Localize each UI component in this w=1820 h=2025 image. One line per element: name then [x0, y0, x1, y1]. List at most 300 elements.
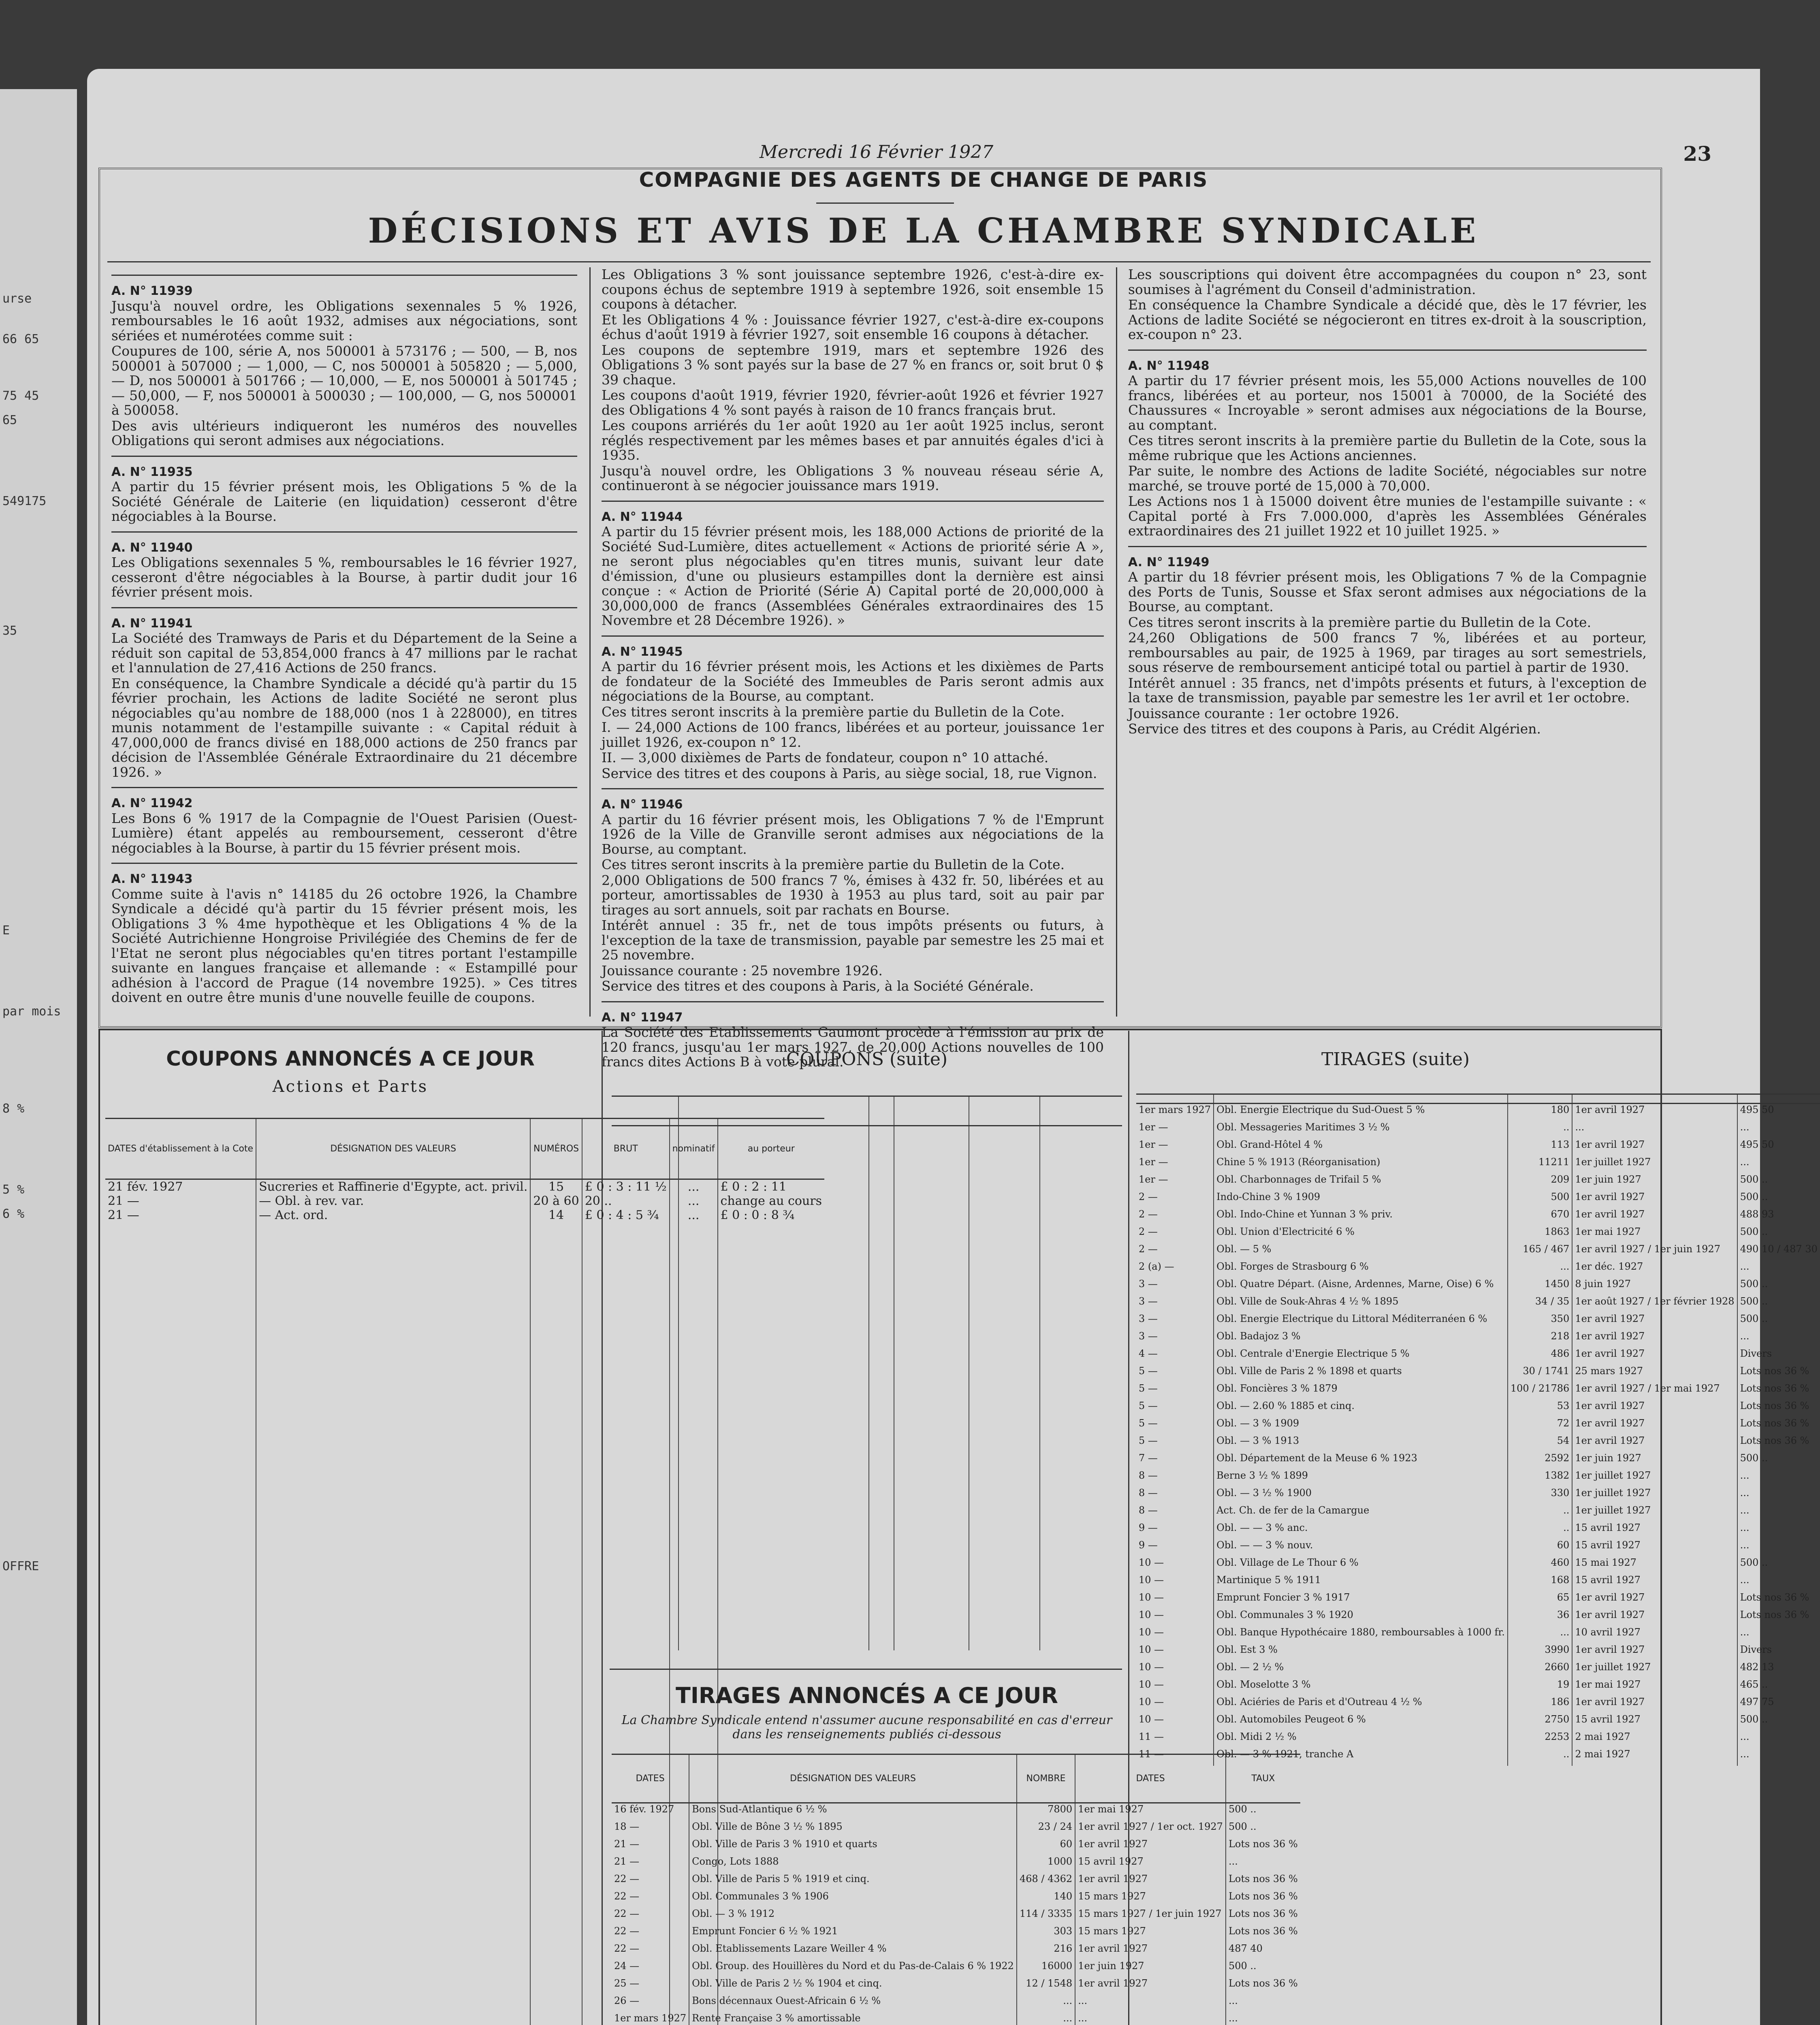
avis-paragraph: A partir du 15 février présent mois, les Obligations 5 % de la Société Générale de Laiterie (en liquidation) cesseront d'être négociables à la Bourse.	[111, 479, 577, 524]
table-cell: 1er avril 1927	[1075, 1978, 1226, 1995]
page-header	[87, 142, 1760, 166]
table-cell: 1er juin 1927	[1075, 1960, 1226, 1978]
table-cell: 25 —	[614, 1978, 640, 1989]
avis-paragraph: Jusqu'à nouvel ordre, les Obligations 3 % nouveau réseau série A, continueront à se négocier jouissance mars 1919.	[602, 463, 1104, 493]
table-cell: Lots nos 36 %	[1737, 1592, 1820, 1609]
table-cell: Obl. Département de la Meuse 6 % 1923	[1214, 1452, 1508, 1470]
table-cell: Obl. — 3 % 1913	[1214, 1435, 1508, 1452]
table-cell: 303	[1017, 1925, 1075, 1943]
table-cell: Obl. Indo-Chine et Yunnan 3 % priv.	[1214, 1209, 1508, 1226]
table-cell: 1er avril 1927	[1572, 1609, 1737, 1626]
strip-text: 549175	[2, 494, 47, 508]
table-cell: 2750	[1508, 1714, 1572, 1731]
table-cell: Lots nos 36 %	[1737, 1609, 1820, 1626]
avis-number: A. N° 11939	[111, 284, 193, 298]
avis-paragraph: La Société des Etablissements Gaumont procède à l'émission au prix de 120 francs, jusqu'au 1er mars 1927, de 20,000 Actions nouvelles de 100 francs dites Actions B à vote plural.	[602, 1024, 1104, 1070]
table-cell: 10 —	[1139, 1679, 1164, 1690]
table-cell: 10 —	[1139, 1714, 1164, 1725]
col-header: DATES	[1075, 1754, 1226, 1803]
avis-paragraph: Par suite, le nombre des Actions de ladite Société, négociables sur notre marché, se trouve porté de 15,000 à 70,000.	[1128, 463, 1647, 494]
table-cell: Lots nos 36 %	[1226, 1891, 1300, 1908]
table-row	[1136, 1139, 1820, 1156]
table-cell: 5 —	[1139, 1400, 1158, 1411]
table-cell: 3990	[1508, 1644, 1572, 1661]
avis-paragraph: Coupures de 100, série A, nos 500001 à 573176 ; — 500, — B, nos 500001 à 507000 ; — 1,000, — C, nos 500001 à 505820 ; — 5,000, — D, nos 500001 à 501766 ; — 10,000, — E, nos 500001 à 501745 ; — 50,000, — F, nos 500001 à 500030 ; — 100,000, — G, nos 500001 à 500058.	[111, 343, 577, 418]
table-cell: 1er mai 1927	[1075, 1803, 1226, 1821]
table-row	[1136, 1609, 1820, 1626]
avis-paragraph: Jouissance courante : 25 novembre 1926.	[602, 962, 883, 978]
table-cell: 500 ..	[1737, 1714, 1820, 1731]
table-cell: £ 0 : 0 : 8 ¾	[718, 1208, 825, 1222]
table-row	[612, 1960, 1300, 1978]
table-cell: Obl. Centrale d'Energie Electrique 5 %	[1214, 1348, 1508, 1365]
table-cell: 2592	[1508, 1452, 1572, 1470]
table-cell: Obl. — 3 % 1912	[689, 1908, 1017, 1925]
table-row	[612, 1891, 1300, 1908]
strip-text: 66 65	[2, 332, 39, 346]
table-cell: ...	[1737, 1626, 1820, 1644]
adjacent-page-strip	[0, 89, 77, 2025]
table-cell: 500	[1508, 1191, 1572, 1209]
table-cell: Lots nos 36 %	[1226, 1978, 1300, 1995]
avis-paragraph: Jusqu'à nouvel ordre, les Obligations sexennales 5 % 1926, remboursables le 16 août 1932, admises aux négociations, sont sériées et numérotées comme suit :	[111, 298, 577, 343]
table-cell: Sucreries et Raffinerie d'Egypte, act. privil.	[256, 1179, 530, 1194]
table-cell: — Act. ord.	[256, 1208, 530, 1222]
table-cell: 15 mai 1927	[1572, 1557, 1737, 1574]
avis-number: A. N° 11947	[602, 1010, 683, 1025]
table-cell: 2 mai 1927	[1572, 1748, 1737, 1766]
table-cell: 10 —	[1139, 1592, 1164, 1603]
table-cell: Obl. Ville de Paris 2 ½ % 1904 et cinq.	[689, 1978, 1017, 1995]
table-cell: 500 ..	[1737, 1452, 1820, 1470]
coupons-suite-title: COUPONS (suite)	[786, 1049, 948, 1070]
table-row	[1136, 1174, 1820, 1191]
table-cell: 9 —	[1139, 1539, 1158, 1551]
table-cell: ...	[670, 1194, 718, 1208]
table-cell: 3 —	[1139, 1278, 1158, 1290]
table-row	[1136, 1296, 1820, 1313]
table-cell: 20 à 60	[530, 1194, 582, 1208]
table-cell: Obl. Aciéries de Paris et d'Outreau 4 ½ %	[1214, 1696, 1508, 1714]
table-cell: ...	[1075, 2012, 1226, 2025]
table-row	[1136, 1626, 1820, 1644]
table-cell: ...	[1226, 1856, 1300, 1873]
table-cell: Obl. Est 3 %	[1214, 1644, 1508, 1661]
avis-paragraph: Service des titres et des coupons à Paris, à la Société Générale.	[602, 978, 1034, 994]
table-cell: ..	[1508, 1121, 1572, 1139]
avis-paragraph: A partir du 15 février présent mois, les 188,000 Actions de priorité de la Société Sud-Lumière, dites actuellement « Actions de priorité série A », ne seront plus négociables qu'en titres munis, suivant leur date d'émission, d'une ou plusieurs estampilles dont la dernière est ainsi conçue : « Action de Priorité (Série A) Capital porté de 20,000,000 à 30,000,000 de francs (Assemblées Générales extraordinaires des 15 Novembre et 28 Décembre 1926). »	[602, 524, 1104, 628]
table-row	[1136, 1365, 1820, 1383]
table-cell: 72	[1508, 1418, 1572, 1435]
avis-paragraph: A partir du 16 février présent mois, les Actions et les dixièmes de Parts de fondateur de la Société des Immeubles de Paris seront admis aux négociations de la Bourse, au comptant.	[602, 659, 1104, 704]
table-cell: ..	[1508, 1748, 1572, 1766]
table-cell: 1er mai 1927	[1572, 1226, 1737, 1243]
avis-paragraph: A partir du 18 février présent mois, les Obligations 7 % de la Compagnie des Ports de Tunis, Sousse et Sfax seront admises aux négociations de la Bourse, au comptant.	[1128, 569, 1647, 614]
table-cell: 60	[1508, 1539, 1572, 1557]
strip-text: 8 %	[2, 1102, 25, 1116]
table-cell: Congo, Lots 1888	[689, 1856, 1017, 1873]
table-cell: 15 mars 1927 / 1er juin 1927	[1075, 1908, 1226, 1925]
table-cell: 26 —	[614, 1995, 640, 2006]
avis-separator	[602, 788, 1104, 789]
table-cell: 60	[1017, 1838, 1075, 1856]
table-cell: 1er juin 1927	[1572, 1452, 1737, 1470]
table-cell: 10 —	[1139, 1574, 1164, 1586]
table-cell: Obl. Communales 3 % 1920	[1214, 1609, 1508, 1626]
table-cell: Obl. — 3 % 1921, tranche A	[1214, 1748, 1508, 1766]
table-row	[1136, 1574, 1820, 1592]
avis-number: A. N° 11940	[111, 540, 193, 555]
table-cell: 186	[1508, 1696, 1572, 1714]
avis-number: A. N° 11944	[602, 509, 683, 524]
table-cell: Lots nos 36 %	[1737, 1365, 1820, 1383]
table-cell: 500 ..	[1737, 1226, 1820, 1243]
table-cell: 1er avril 1927	[1572, 1400, 1737, 1418]
table-cell: £ 0 : 4 : 5 ¾	[582, 1208, 670, 1222]
table-cell: Obl. Etablissements Lazare Weiller 4 %	[689, 1943, 1017, 1960]
table-cell: Obl. Village de Le Thour 6 %	[1214, 1557, 1508, 1574]
table-cell: 19	[1508, 1679, 1572, 1696]
table-cell: 22 —	[614, 1943, 640, 1954]
strip-text: 35	[2, 624, 17, 638]
table-cell: ...	[1508, 1626, 1572, 1644]
tirages-title: TIRAGES ANNONCÉS A CE JOUR	[675, 1683, 1058, 1708]
table-cell: 1er avril 1927	[1572, 1644, 1737, 1661]
avis-separator	[111, 863, 577, 864]
table-cell: Obl. Group. des Houillères du Nord et du Pas-de-Calais 6 % 1922	[689, 1960, 1017, 1978]
table-cell: 11211	[1508, 1156, 1572, 1174]
table-cell: 1er —	[1139, 1139, 1168, 1150]
table-cell: ...	[1737, 1330, 1820, 1348]
table-cell: 1er juillet 1927	[1572, 1470, 1737, 1487]
table-cell: 21 —	[108, 1194, 139, 1208]
table-cell: 495 50	[1737, 1104, 1820, 1122]
table-cell: ...	[1737, 1522, 1820, 1539]
table-cell: Obl. Union d'Electricité 6 %	[1214, 1226, 1508, 1243]
avis-number: A. N° 11935	[111, 465, 193, 479]
table-cell: 2 —	[1139, 1226, 1158, 1237]
avis-separator	[602, 635, 1104, 637]
table-cell: 11 —	[1139, 1748, 1164, 1760]
table-row	[1136, 1400, 1820, 1418]
table-row	[1136, 1452, 1820, 1470]
table-cell: ...	[1737, 1731, 1820, 1748]
table-cell: 53	[1508, 1400, 1572, 1418]
table-cell: 15	[530, 1179, 582, 1194]
strip-text: 5 %	[2, 1183, 25, 1197]
col-header: DATES d'établissement à la Cote	[105, 1119, 256, 1179]
avis-paragraph: Des avis ultérieurs indiqueront les numéros des nouvelles Obligations qui seront admises aux négociations.	[111, 418, 577, 448]
table-cell: Divers	[1737, 1644, 1820, 1661]
avis-separator	[111, 531, 577, 533]
table-cell: 21 —	[614, 1856, 640, 1867]
table-cell: Obl. Ville de Paris 3 % 1910 et quarts	[689, 1838, 1017, 1856]
table-row	[1136, 1418, 1820, 1435]
table-cell: 1er août 1927 / 1er février 1928	[1572, 1296, 1737, 1313]
table-cell: Obl. Foncières 3 % 1879	[1214, 1383, 1508, 1400]
avis-number: A. N° 11941	[111, 616, 193, 631]
avis-paragraph: Les coupons d'août 1919, février 1920, février-août 1926 et février 1927 des Obligations 4 % sont payés à raison de 10 francs français brut.	[602, 387, 1104, 418]
avis-paragraph: En conséquence la Chambre Syndicale a décidé que, dès le 17 février, les Actions de ladite Société se négocieront en titres ex-droit à la souscription, ex-coupon n° 23.	[1128, 297, 1647, 342]
table-cell: 4 —	[1139, 1348, 1158, 1359]
table-row	[1136, 1731, 1820, 1748]
table-cell: 5 —	[1139, 1418, 1158, 1429]
table-cell: Obl. Ville de Paris 2 % 1898 et quarts	[1214, 1365, 1508, 1383]
table-cell: 7 —	[1139, 1452, 1158, 1464]
avis-paragraph: Ces titres seront inscrits à la première partie du Bulletin de la Cote.	[1128, 614, 1592, 630]
table-row	[612, 1821, 1300, 1838]
avis-paragraph: Les Obligations 3 % sont jouissance septembre 1926, c'est-à-dire ex-coupons échus de septembre 1919 à septembre 1926, soit ensemble 15 coupons à détacher.	[602, 266, 1104, 312]
table-cell: 670	[1508, 1209, 1572, 1226]
coupons-title: COUPONS ANNONCÉS A CE JOUR	[166, 1047, 535, 1070]
table-cell: ...	[1737, 1470, 1820, 1487]
table-row	[1136, 1592, 1820, 1609]
table-cell: 114 / 3335	[1017, 1908, 1075, 1925]
table-cell: 5 —	[1139, 1365, 1158, 1377]
table-cell: ...	[1508, 1261, 1572, 1278]
table-row	[1136, 1679, 1820, 1696]
table-row	[1136, 1470, 1820, 1487]
table-cell: Martinique 5 % 1911	[1214, 1574, 1508, 1592]
table-cell: 1er avril 1927 / 1er mai 1927	[1572, 1383, 1737, 1400]
tirages-note: dans les renseignements publiés ci-dessous	[732, 1727, 1001, 1742]
ornament-rule	[816, 202, 954, 204]
table-cell: Act. Ch. de fer de la Camargue	[1214, 1505, 1508, 1522]
table-cell: 500 ..	[1226, 1821, 1300, 1838]
table-cell: 1er avril 1927	[1572, 1418, 1737, 1435]
table-cell: Obl. — — 3 % nouv.	[1214, 1539, 1508, 1557]
table-cell: £ 0 : 3 : 11 ½	[582, 1179, 670, 1194]
decisions-column-3	[1128, 267, 1647, 738]
organization-title: COMPAGNIE DES AGENTS DE CHANGE DE PARIS	[639, 168, 1208, 192]
table-cell: 16000	[1017, 1960, 1075, 1978]
table-cell: 10 —	[1139, 1644, 1164, 1655]
table-cell: 23 / 24	[1017, 1821, 1075, 1838]
table-cell: 1er —	[1139, 1156, 1168, 1168]
table-row	[612, 1803, 1300, 1821]
avis-paragraph: II. — 3,000 dixièmes de Parts de fondateur, coupon n° 10 attaché.	[602, 750, 1049, 765]
table-cell: 10 —	[1139, 1661, 1164, 1673]
table-cell: 1er —	[1139, 1174, 1168, 1185]
table-cell: Obl. — 3 % 1909	[1214, 1418, 1508, 1435]
table-cell: 5 —	[1139, 1383, 1158, 1394]
table-cell: 15 avril 1927	[1572, 1539, 1737, 1557]
col-header: DÉSIGNATION DES VALEURS	[689, 1754, 1017, 1803]
table-cell: 7800	[1017, 1803, 1075, 1821]
avis-paragraph: Service des titres et des coupons à Paris, au Crédit Algérien.	[1128, 721, 1541, 737]
table-cell: 2660	[1508, 1661, 1572, 1679]
table-cell: Obl. — 2 ½ %	[1214, 1661, 1508, 1679]
table-cell: 2 (a) —	[1139, 1261, 1174, 1272]
table-cell: 1er juillet 1927	[1572, 1661, 1737, 1679]
table-cell: 1er avril 1927	[1572, 1191, 1737, 1209]
table-cell: Berne 3 ½ % 1899	[1214, 1470, 1508, 1487]
column-divider	[589, 267, 591, 1017]
table-cell: 100 / 21786	[1508, 1383, 1572, 1400]
table-cell: 22 —	[614, 1873, 640, 1884]
table-row	[1136, 1522, 1820, 1539]
avis-paragraph: Les coupons de septembre 1919, mars et septembre 1926 des Obligations 3 % sont payés sur la base de 27 % en francs or, soit brut 0 $ 39 chaque.	[602, 342, 1104, 388]
table-cell: 500 ..	[1737, 1313, 1820, 1330]
table-cell: ...	[1737, 1748, 1820, 1766]
avis-paragraph: Ces titres seront inscrits à la première partie du Bulletin de la Cote.	[602, 703, 1065, 720]
table-cell: Obl. Energie Electrique du Littoral Méditerranéen 6 %	[1214, 1313, 1508, 1330]
column-divider	[1116, 267, 1117, 1017]
table-cell: Obl. Forges de Strasbourg 6 %	[1214, 1261, 1508, 1278]
table-cell: Obl. Ville de Bône 3 ½ % 1895	[689, 1821, 1017, 1838]
table-cell: 16 fév. 1927	[614, 1803, 674, 1815]
table-cell: 488 93	[1737, 1209, 1820, 1226]
table-cell: ...	[1075, 1995, 1226, 2012]
table-cell: Lots nos 36 %	[1226, 1925, 1300, 1943]
table-row	[612, 1943, 1300, 1960]
table-cell: 8 —	[1139, 1505, 1158, 1516]
table-cell: 2 —	[1139, 1191, 1158, 1202]
strip-text: par mois	[2, 1004, 61, 1019]
table-cell: 1er avril 1927	[1572, 1330, 1737, 1348]
table-cell: Obl. Quatre Départ. (Aisne, Ardennes, Marne, Oise) 6 %	[1214, 1278, 1508, 1296]
table-cell: 18 —	[614, 1821, 640, 1832]
avis-paragraph: Intérêt annuel : 35 fr., net de tous impôts présents ou futurs, à l'exception de la taxe de transmission, payable par semestre les 25 mai et 25 novembre.	[602, 917, 1104, 963]
col-header: au porteur	[718, 1119, 825, 1179]
table-row	[1136, 1644, 1820, 1661]
avis-number: A. N° 11945	[602, 644, 683, 659]
table-cell: 1er déc. 1927	[1572, 1261, 1737, 1278]
table-cell: ...	[670, 1208, 718, 1222]
table-cell: Obl. Ville de Paris 5 % 1919 et cinq.	[689, 1873, 1017, 1891]
table-cell: 465 ..	[1737, 1679, 1820, 1696]
strip-text: 75 45	[2, 389, 39, 403]
table-cell: ...	[1572, 1121, 1737, 1139]
table-cell: 1er mai 1927	[1572, 1679, 1737, 1696]
col-header: DÉSIGNATION DES VALEURS	[256, 1119, 530, 1179]
table-cell: 65	[1508, 1592, 1572, 1609]
table-row	[1136, 1748, 1820, 1766]
strip-text: 65	[2, 413, 17, 427]
table-cell: 2 —	[1139, 1243, 1158, 1255]
table-cell: 21 —	[614, 1838, 640, 1850]
table-row	[612, 1908, 1300, 1925]
table-cell: Lots nos 36 %	[1226, 1873, 1300, 1891]
table-cell: 140	[1017, 1891, 1075, 1908]
table-cell: 21 —	[108, 1208, 139, 1222]
table-cell: 8 —	[1139, 1487, 1158, 1498]
table-cell: ...	[1737, 1156, 1820, 1174]
col-header: DATES	[612, 1754, 689, 1803]
table-cell: 22 —	[614, 1925, 640, 1937]
table-cell: ...	[1017, 1995, 1075, 2012]
table-cell: 1er juillet 1927	[1572, 1505, 1737, 1522]
table-cell: Divers	[1737, 1348, 1820, 1365]
table-cell: 15 mars 1927	[1075, 1925, 1226, 1943]
table-cell: Obl. Charbonnages de Trifail 5 %	[1214, 1174, 1508, 1191]
table-cell: Lots nos 36 %	[1737, 1383, 1820, 1400]
table-row	[1136, 1505, 1820, 1522]
table-cell: 20 ..	[582, 1194, 670, 1208]
strip-text: 6 %	[2, 1207, 25, 1221]
table-row	[612, 1978, 1300, 1995]
table-cell: 3 —	[1139, 1330, 1158, 1342]
avis-paragraph: Comme suite à l'avis n° 14185 du 26 octobre 1926, la Chambre Syndicale a décidé qu'à partir du 15 février présent mois, les Obligations 3 % 4me hypothèque et les Obligations 4 % de la Société Autrichienne Hongroise Privilégiée des Chemins de fer de l'Etat ne seront plus négociables qu'en titres portant l'estampille suivante en langues française et allemande : « Estampillé pour adhésion à l'accord de Prague (14 novembre 1925). » Ces titres doivent en outre être munis d'une nouvelle feuille de coupons.	[111, 886, 577, 1005]
table-cell: ...	[1737, 1539, 1820, 1557]
table-row	[612, 1995, 1300, 2012]
table-cell: 1382	[1508, 1470, 1572, 1487]
table-cell: 1er avril 1927	[1572, 1139, 1737, 1156]
main-title: DÉCISIONS ET AVIS DE LA CHAMBRE SYNDICALE	[368, 211, 1479, 251]
table-cell: 468 / 4362	[1017, 1873, 1075, 1891]
avis-paragraph: La Société des Tramways de Paris et du Département de la Seine a réduit son capital de 53,854,000 francs à 47 millions par le rachat et l'annulation de 27,416 Actions de 250 francs.	[111, 630, 577, 676]
table-cell: Emprunt Foncier 3 % 1917	[1214, 1592, 1508, 1609]
table-cell: Lots nos 36 %	[1737, 1435, 1820, 1452]
avis-paragraph: Les Obligations sexennales 5 %, remboursables le 16 février 1927, cesseront d'être négociables à la Bourse, à partir dudit jour 16 février présent mois.	[111, 554, 577, 600]
table-cell: Bons décennaux Ouest-Africain 6 ½ %	[689, 1995, 1017, 2012]
table-cell: Obl. Energie Electrique du Sud-Ouest 5 %	[1214, 1104, 1508, 1122]
page-date: Mercredi 16 Février 1927	[760, 142, 994, 162]
table-cell: 330	[1508, 1487, 1572, 1505]
table-cell: Obl. Moselotte 3 %	[1214, 1679, 1508, 1696]
table-row	[1136, 1261, 1820, 1278]
table-cell: 15 avril 1927	[1572, 1522, 1737, 1539]
strip-text: E	[2, 923, 10, 938]
table-cell: 1er avril 1927	[1075, 1943, 1226, 1960]
table-row	[1136, 1383, 1820, 1400]
table-cell: 3 —	[1139, 1296, 1158, 1307]
table-row	[1136, 1121, 1820, 1139]
table-cell: 8 juin 1927	[1572, 1278, 1737, 1296]
avis-number: A. N° 11948	[1128, 358, 1210, 373]
table-row	[612, 2012, 1300, 2025]
table-cell: 2 —	[1139, 1209, 1158, 1220]
table-cell: Obl. Communales 3 % 1906	[689, 1891, 1017, 1908]
table-cell: Obl. — 2.60 % 1885 et cinq.	[1214, 1400, 1508, 1418]
tirages-suite-table	[1136, 1094, 1820, 1766]
avis-separator	[111, 275, 577, 276]
table-row	[1136, 1243, 1820, 1261]
table-cell: 500 ..	[1737, 1191, 1820, 1209]
table-row	[612, 1856, 1300, 1873]
table-cell: 1er juin 1927	[1572, 1174, 1737, 1191]
avis-paragraph: Les souscriptions qui doivent être accompagnées du coupon n° 23, sont soumises à l'agrément du Conseil d'administration.	[1128, 266, 1647, 297]
table-cell: change au cours	[718, 1194, 825, 1208]
avis-separator	[602, 1001, 1104, 1002]
table-cell: 24 —	[614, 1960, 640, 1972]
table-row	[1136, 1104, 1820, 1122]
table-row	[1136, 1714, 1820, 1731]
table-cell: 497 75	[1737, 1696, 1820, 1714]
decisions-column-1	[111, 267, 577, 1006]
table-cell: ...	[1226, 1995, 1300, 2012]
newspaper-page	[87, 69, 1818, 2025]
table-cell: 15 avril 1927	[1572, 1574, 1737, 1592]
table-cell: 165 / 467	[1508, 1243, 1572, 1261]
table-cell: 500 ..	[1737, 1296, 1820, 1313]
table-cell: 1er avril 1927	[1572, 1435, 1737, 1452]
table-cell: 460	[1508, 1557, 1572, 1574]
table-cell: 11 —	[1139, 1731, 1164, 1742]
table-cell: 350	[1508, 1313, 1572, 1330]
table-cell: Obl. Ville de Souk-Ahras 4 ½ % 1895	[1214, 1296, 1508, 1313]
table-cell: 10 —	[1139, 1557, 1164, 1568]
tirages-top-rule	[610, 1669, 1122, 1670]
avis-paragraph: En conséquence, la Chambre Syndicale a décidé qu'à partir du 15 février prochain, les Actions de ladite Société ne seront plus négociables qu'au nombre de 188,000 (nos 1 à 228000), en titres munis notamment de l'estampille suivante : « Capital réduit à 47,000,000 de francs divisé en 188,000 actions de 250 francs par décision de l'Assemblée Générale Extraordinaire du 21 décembre 1926. »	[111, 675, 577, 780]
avis-paragraph: Et les Obligations 4 % : Jouissance février 1927, c'est-à-dire ex-coupons échus d'août 1919 à février 1927, soit ensemble 16 coupons à détacher.	[602, 311, 1104, 342]
table-row	[1136, 1661, 1820, 1679]
table-cell: 15 avril 1927	[1075, 1856, 1226, 1873]
avis-paragraph: Les Bons 6 % 1917 de la Compagnie de l'Ouest Parisien (Ouest-Lumière) étant appelés au remboursement, cesseront d'être négociables à la Bourse, à partir du 15 février présent mois.	[111, 810, 577, 856]
table-cell: 1er mars 1927	[614, 2012, 687, 2024]
table-cell: 1er avril 1927	[1572, 1209, 1737, 1226]
table-cell: Lots nos 36 %	[1737, 1400, 1820, 1418]
